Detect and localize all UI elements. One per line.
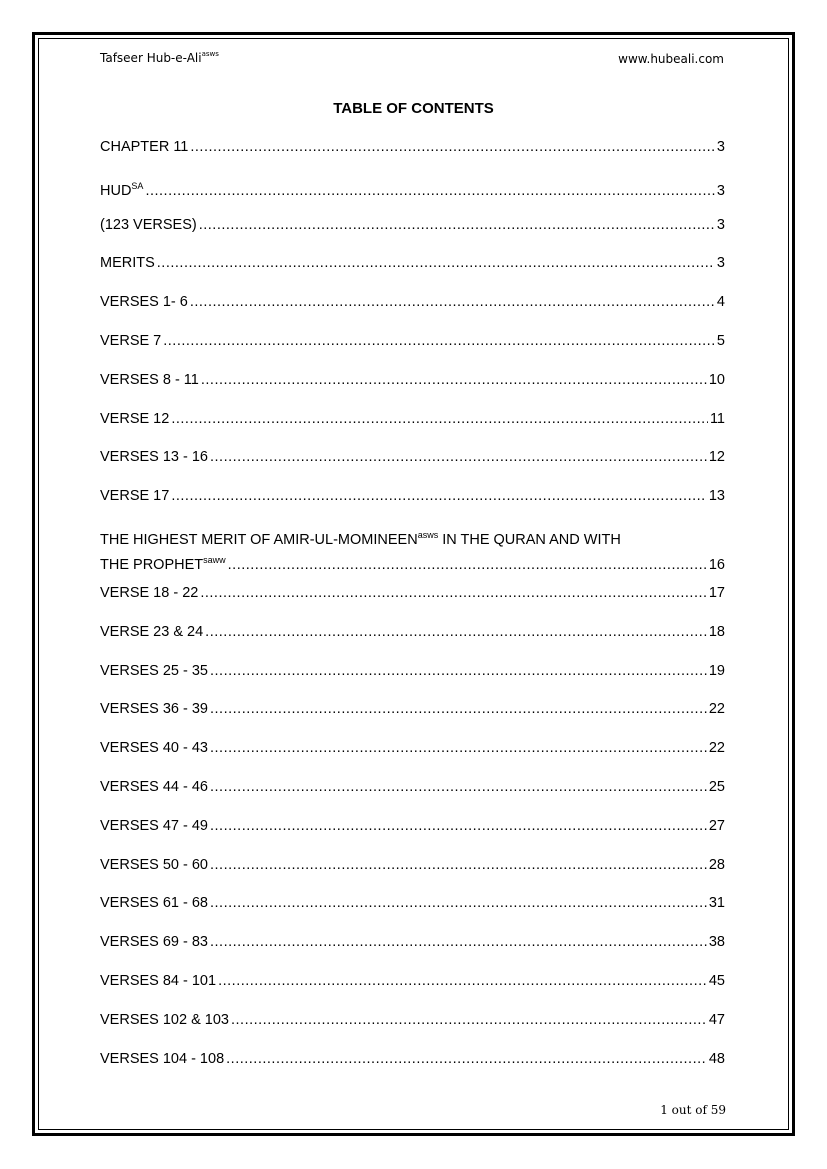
header-website: www.hubeali.com — [618, 52, 724, 66]
toc-leader-dots — [210, 661, 707, 681]
toc-entry-page: 17 — [708, 584, 725, 601]
toc-entry-page: 38 — [708, 934, 725, 951]
toc-entry-title: VERSE 7 — [100, 332, 162, 349]
toc-leader-dots — [201, 370, 707, 390]
header-book-title: Tafseer Hub-e-Ali$^{asws}$ — [100, 50, 219, 65]
toc-entry-title: VERSE 17 — [100, 488, 170, 505]
toc-entry-title: VERSES 13 - 16 — [100, 449, 208, 466]
toc-entry-superscript: asws — [417, 529, 439, 540]
toc-entry-title: VERSES 102 & 103 — [100, 1011, 229, 1028]
toc-entry[interactable] — [100, 738, 725, 777]
toc-entry[interactable] — [100, 409, 725, 448]
toc-entry-page: 5 — [716, 332, 725, 349]
toc-leader-dots — [228, 555, 707, 575]
toc-entry-title: $HUD^{SA}$ — [100, 180, 144, 199]
toc-entry[interactable] — [100, 331, 725, 370]
toc-entry-title: VERSE 12 — [100, 410, 170, 427]
toc-entry-page: 22 — [708, 740, 725, 757]
toc-entry[interactable] — [100, 486, 725, 525]
toc-leader-dots — [171, 486, 707, 506]
toc-entry-page: 13 — [708, 488, 725, 505]
toc-leader-dots — [210, 816, 707, 836]
toc-leader-dots — [210, 777, 707, 797]
toc-entry-page: 4 — [716, 294, 725, 311]
toc-entry-title: VERSES 44 - 46 — [100, 778, 208, 795]
toc-entry[interactable] — [100, 370, 725, 409]
toc-entry-page: 16 — [708, 556, 725, 573]
toc-entry-page: 28 — [708, 856, 725, 873]
toc-entry-title: VERSES 25 - 35 — [100, 662, 208, 679]
toc-entry[interactable] — [100, 855, 725, 894]
toc-leader-dots — [199, 215, 715, 235]
toc-leader-dots — [163, 331, 715, 351]
toc-entry-page: 22 — [708, 701, 725, 718]
toc-entry[interactable] — [100, 932, 725, 971]
toc-entry-title: VERSES 36 - 39 — [100, 701, 208, 718]
toc-entry-page: 3 — [716, 139, 725, 155]
toc-entry[interactable] — [100, 777, 725, 816]
toc-leader-dots — [210, 699, 707, 719]
toc-entry-title: VERSES 104 - 108 — [100, 1050, 225, 1067]
toc-entry-title-line2: THE $PROPHET^{saww}$ — [100, 554, 226, 573]
toc-leader-dots — [205, 622, 707, 642]
toc-title: TABLE OF CONTENTS — [333, 100, 494, 117]
toc-entry[interactable] — [100, 292, 725, 331]
toc-entry-page: 45 — [708, 972, 725, 989]
toc-entry[interactable] — [100, 1049, 725, 1088]
toc-entry-page: 3 — [716, 182, 725, 199]
toc-entry-page: 27 — [708, 817, 725, 834]
toc-entry-page: 25 — [708, 778, 725, 795]
toc-entry-title: VERSES 84 - 101 — [100, 972, 217, 989]
toc-leader-dots — [190, 137, 715, 157]
toc-entry[interactable] — [100, 893, 725, 932]
toc-entry[interactable] — [100, 447, 725, 486]
toc-entry-title: CHAPTER 11 — [100, 139, 189, 155]
toc-leader-dots — [210, 932, 707, 952]
toc-entry-title: VERSES 61 - 68 — [100, 895, 208, 912]
toc-entry[interactable] — [100, 176, 725, 215]
toc-leader-dots — [145, 181, 714, 201]
toc-entry-title: VERSE 18 - 22 — [100, 584, 199, 601]
toc-entry[interactable] — [100, 699, 725, 738]
toc-entry[interactable] — [100, 137, 725, 176]
toc-leader-dots — [210, 893, 707, 913]
toc-entry-title: VERSES 40 - 43 — [100, 740, 208, 757]
toc-leader-dots — [226, 1049, 707, 1069]
toc-leader-dots — [200, 583, 707, 603]
toc-entry[interactable] — [100, 1010, 725, 1049]
toc-entry-page: 47 — [708, 1011, 725, 1028]
toc-entry[interactable] — [100, 622, 725, 661]
toc-leader-dots — [218, 971, 707, 991]
toc-list — [100, 137, 725, 1087]
toc-entry-page: 19 — [708, 662, 725, 679]
toc-leader-dots — [171, 409, 708, 429]
toc-leader-dots — [210, 855, 707, 875]
toc-entry-title: VERSES 47 - 49 — [100, 817, 208, 834]
page-number-footer: 1 out of 59 — [660, 1103, 726, 1117]
toc-entry-superscript: SA — [131, 180, 144, 191]
toc-entry-page: 31 — [708, 895, 725, 912]
toc-entry[interactable] — [100, 253, 725, 292]
toc-entry[interactable] — [100, 525, 725, 583]
toc-entry-page: 48 — [708, 1050, 725, 1067]
toc-leader-dots — [157, 253, 715, 273]
toc-entry[interactable] — [100, 583, 725, 622]
toc-entry-title-line1: THE HIGHEST MERIT OF AMIR-$UL-MOMINEEN^{asws}$ IN THE QURAN AND WITH — [100, 529, 621, 548]
toc-entry-superscript: saww — [203, 554, 226, 565]
toc-entry[interactable] — [100, 816, 725, 855]
toc-leader-dots — [210, 447, 707, 467]
toc-entry[interactable] — [100, 661, 725, 700]
toc-entry-title: (123 VERSES) — [100, 216, 197, 233]
toc-entry-title: VERSES 8 - 11 — [100, 371, 199, 388]
header-superscript: asws — [201, 50, 219, 58]
toc-entry[interactable] — [100, 215, 725, 254]
toc-entry-page: 12 — [708, 449, 725, 466]
toc-entry[interactable] — [100, 971, 725, 1010]
toc-leader-dots — [231, 1010, 707, 1030]
toc-entry-title: VERSES 69 - 83 — [100, 934, 208, 951]
toc-entry-title: VERSES 1- 6 — [100, 294, 188, 311]
toc-entry-page: 11 — [709, 410, 725, 427]
toc-entry-title: MERITS — [100, 255, 155, 272]
toc-leader-dots — [210, 738, 707, 758]
toc-leader-dots — [190, 292, 715, 312]
toc-entry-page: 10 — [708, 371, 725, 388]
toc-entry-title: VERSES 50 - 60 — [100, 856, 208, 873]
toc-entry-page: 3 — [716, 216, 725, 233]
toc-entry-title: VERSE 23 & 24 — [100, 623, 204, 640]
toc-entry-page: 18 — [708, 623, 725, 640]
toc-entry-page: 3 — [716, 255, 725, 272]
